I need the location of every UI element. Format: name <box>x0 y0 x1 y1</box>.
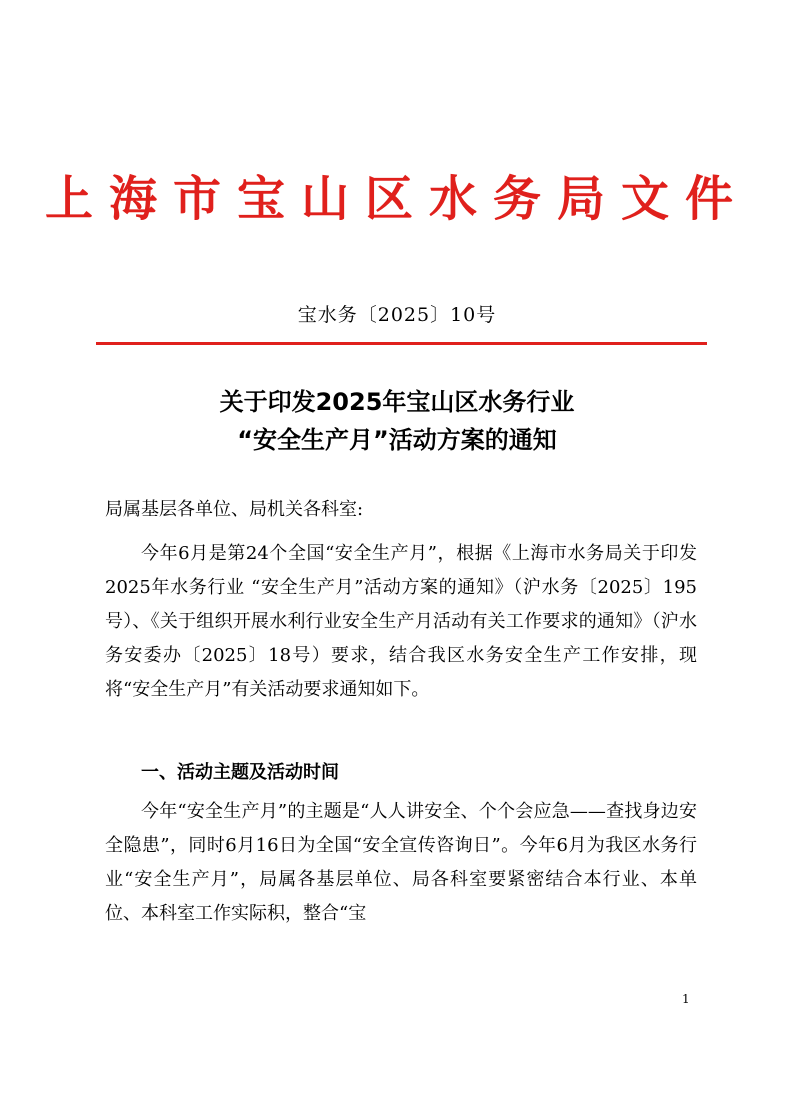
page-number: 1 <box>682 992 690 1006</box>
red-divider-line <box>96 342 707 345</box>
paragraph-2: 今年“安全生产月”的主题是“人人讲安全、个个会应急——查找身边安全隐患”，同时6月16日为全国“安全宣传咨询日”。今年6月为我区水务行业“安全生产月”，局属各基层单位、局各科室要紧密结合本行业、本单位、本科室工作实际积，整合“宝 <box>105 801 697 924</box>
document-number: 宝水务〔2025〕10号 <box>297 304 497 326</box>
title-line-1: 关于印发2025年宝山区水务行业 <box>219 388 575 416</box>
org-header-title: 上海市宝山区水务局文件 <box>44 171 749 227</box>
section-heading-1: 一、活动主题及活动时间 <box>141 762 339 783</box>
paragraph-1: 今年6月是第24个全国“安全生产月”，根据《上海市水务局关于印发2025年水务行业 “安全生产月”活动方案的通知》（沪水务〔2025〕195号）、《关于组织开展水利行业安全生产月活动有关工作要求的通知》（沪水务安委办〔2025〕18号）要求，结合我区水务安全生产工作安排，现将“安全生产月”有关活动要求通知如下。 <box>105 543 697 700</box>
document-title <box>0 383 794 459</box>
salutation: 局属基层各单位、局机关各科室: <box>105 499 364 520</box>
title-line-2: “安全生产月”活动方案的通知 <box>237 426 557 454</box>
